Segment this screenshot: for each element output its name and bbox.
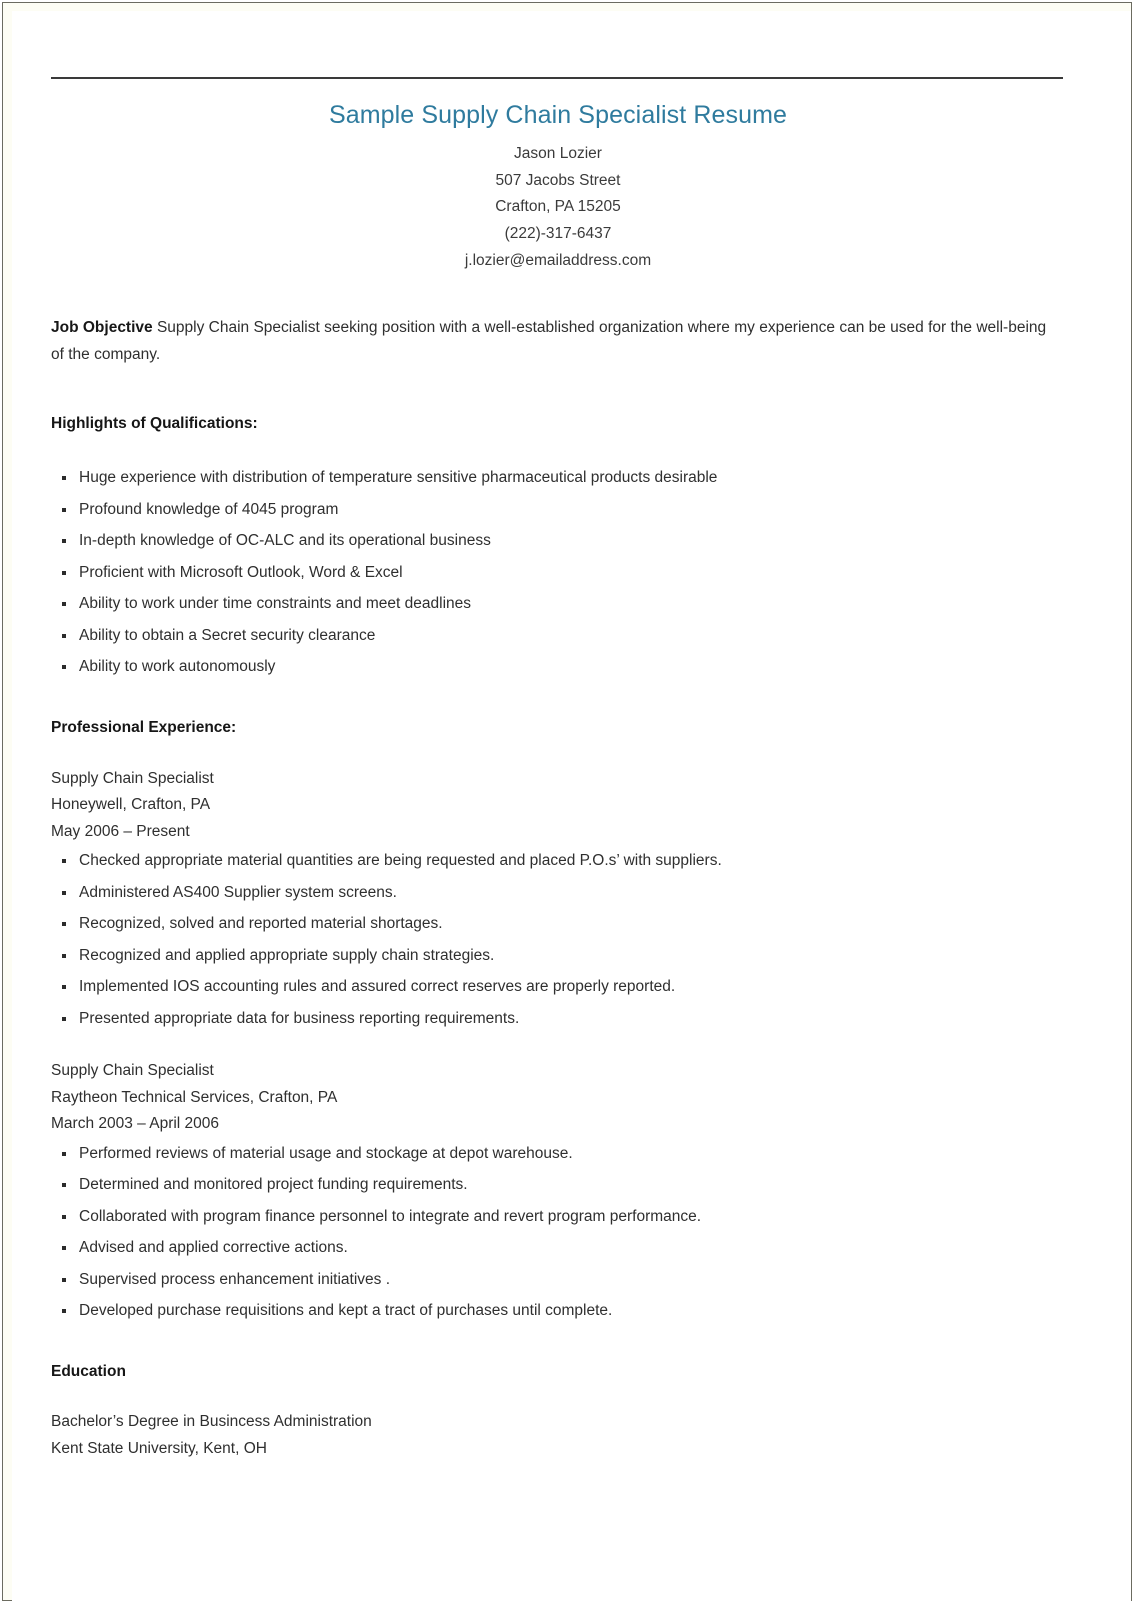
experience-entry (51, 741, 1065, 846)
education-school: Kent State University, Kent, OH (51, 1439, 267, 1457)
list-item: Supervised process enhancement initiatives . (51, 1264, 1065, 1296)
list-item: Huge experience with distribution of temperature sensitive pharmaceutical products desirable (51, 462, 1065, 494)
experience-entry (51, 1034, 1065, 1138)
experience-duties-list (51, 845, 1065, 1034)
contact-phone: (222)-317-6437 (504, 225, 612, 243)
list-item: Presented appropriate data for business reporting requirements. (51, 1003, 1065, 1035)
section-heading-education: Education (51, 1362, 126, 1380)
list-item: Determined and monitored project funding requirements. (51, 1169, 1065, 1201)
job-dates: May 2006 – Present (51, 822, 190, 840)
list-item: Administered AS400 Supplier system screens. (51, 877, 1065, 909)
list-item: Proficient with Microsoft Outlook, Word & Excel (51, 557, 1065, 589)
experience-duties-list (51, 1138, 1065, 1327)
section-heading-qualifications: Highlights of Qualifications: (51, 415, 258, 433)
job-employer: Honeywell, Crafton, PA (51, 796, 211, 814)
job-objective-paragraph (51, 290, 1056, 368)
list-item: In-depth knowledge of OC-ALC and its operational business (51, 525, 1065, 557)
list-item: Collaborated with program finance personnel to integrate and revert program performance. (51, 1201, 1065, 1233)
job-dates: March 2003 – April 2006 (51, 1115, 220, 1133)
education-entry (51, 1385, 1065, 1462)
contact-email: j.lozier@emailaddress.com (464, 251, 652, 269)
list-item: Ability to work autonomously (51, 651, 1065, 683)
contact-street: 507 Jacobs Street (495, 171, 621, 189)
contact-city-state-zip: Crafton, PA 15205 (495, 198, 621, 216)
qualifications-list (51, 437, 1065, 683)
job-title: Supply Chain Specialist (51, 769, 214, 787)
list-item: Developed purchase requisitions and kept a tract of purchases until complete. (51, 1295, 1065, 1327)
resume-document (51, 11, 1065, 1462)
job-objective-text: Supply Chain Specialist seeking position with a well-established organization where my experience can be used for the well-being of the company. (51, 318, 1047, 363)
contact-name: Jason Lozier (514, 145, 602, 163)
page-title: Sample Supply Chain Specialist Resume (328, 101, 788, 129)
page-frame (2, 2, 1132, 1601)
education-degree: Bachelor’s Degree in Busincess Administration (51, 1412, 372, 1430)
list-item: Checked appropriate material quantities are being requested and placed P.O.s’ with suppliers. (51, 845, 1065, 877)
list-item: Recognized and applied appropriate supply chain strategies. (51, 940, 1065, 972)
section-heading-experience: Professional Experience: (51, 718, 237, 736)
list-item: Implemented IOS accounting rules and assured correct reserves are properly reported. (51, 971, 1065, 1003)
list-item: Ability to obtain a Secret security clearance (51, 620, 1065, 652)
list-item: Profound knowledge of 4045 program (51, 494, 1065, 526)
list-item: Advised and applied corrective actions. (51, 1232, 1065, 1264)
job-objective-label: Job Objective (51, 318, 153, 336)
job-employer: Raytheon Technical Services, Crafton, PA (51, 1088, 338, 1106)
contact-block (51, 131, 1065, 274)
list-item: Performed reviews of material usage and stockage at depot warehouse. (51, 1138, 1065, 1170)
list-item: Ability to work under time constraints and meet deadlines (51, 588, 1065, 620)
job-title: Supply Chain Specialist (51, 1062, 214, 1080)
page-canvas (12, 11, 1131, 1601)
list-item: Recognized, solved and reported material shortages. (51, 908, 1065, 940)
